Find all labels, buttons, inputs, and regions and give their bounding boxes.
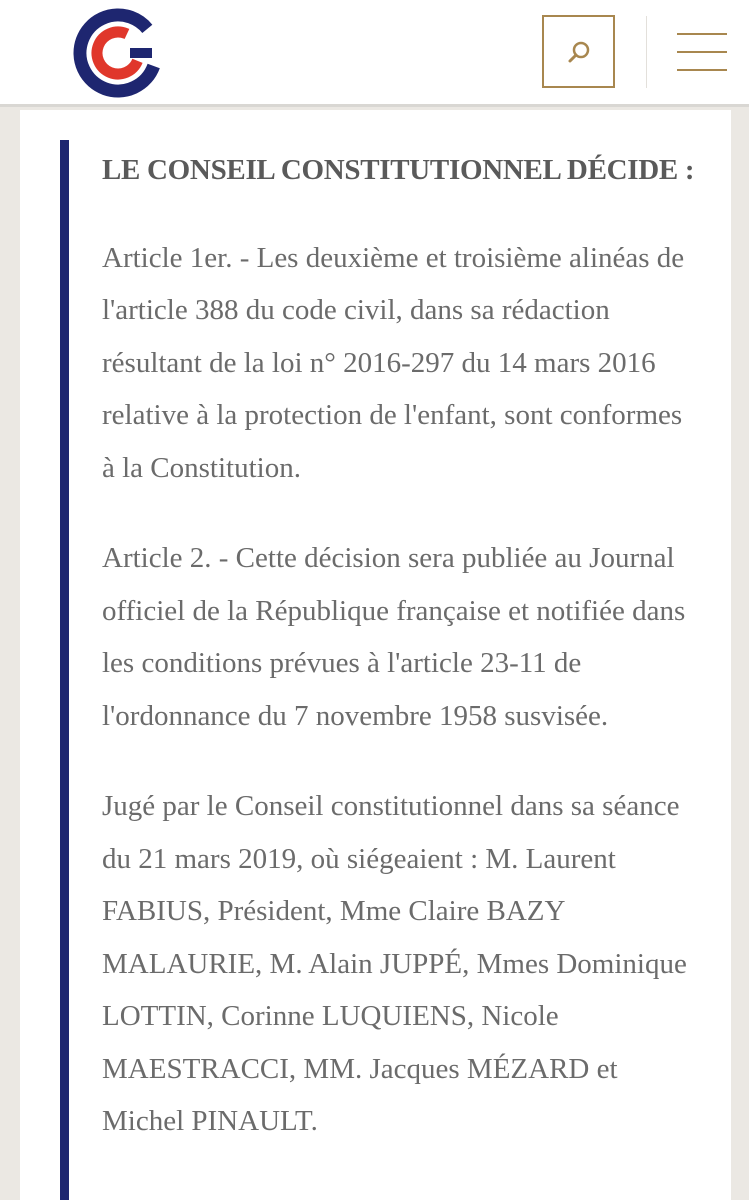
- decision-text: [102, 144, 702, 1186]
- site-header: [0, 0, 749, 107]
- search-button[interactable]: [542, 15, 615, 88]
- hamburger-menu-icon: [677, 33, 727, 35]
- article-1: Article 1er. - Les deuxième et troisième alinéas de l'article 388 du code civil, dans sa rédaction résultant de la loi n° 2016-297 du 14 mars 2016 relative à la protection de l'enfant, sont conformes à la Constitution.: [102, 241, 685, 484]
- conseil-constitutionnel-logo-icon[interactable]: [72, 7, 164, 99]
- accent-bar: [60, 140, 69, 1200]
- judgment-paragraph: Jugé par le Conseil constitutionnel dans sa séance du 21 mars 2019, où siégeaient : M. Laurent FABIUS, Président, Mme Claire BAZY MALAURIE, M. Alain JUPPÉ, Mmes Dominique LOTTIN, Corinne LUQUIENS, Nicole MAESTRACCI, MM. Jacques MÉZARD et Michel PINAULT.: [102, 790, 687, 1137]
- header-divider: [646, 16, 647, 88]
- search-icon: [566, 39, 592, 65]
- decision-heading: LE CONSEIL CONSTITUTIONNEL DÉCIDE :: [102, 154, 695, 186]
- article-2: Article 2. - Cette décision sera publiée au Journal officiel de la République française et notifiée dans les conditions prévues à l'article 23-11 de l'ordonnance du 7 novembre 1958 susvisée.: [102, 542, 686, 732]
- decision-content: [20, 110, 731, 1200]
- menu-button[interactable]: [677, 30, 727, 74]
